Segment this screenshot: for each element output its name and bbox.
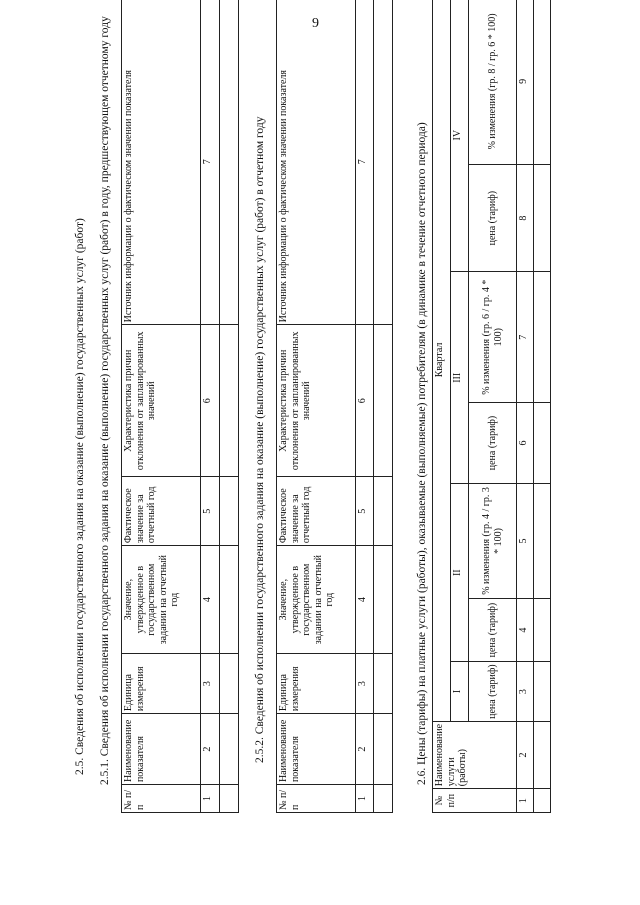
column-number: 4 [201, 546, 220, 654]
table-row [220, 0, 239, 813]
header-unit: Единица измерения [277, 654, 356, 714]
column-number: 2 [201, 714, 220, 785]
header-quarter-iv: IV [451, 0, 469, 272]
table-2-5-1 [121, 0, 239, 813]
header-quarter: Квартал [433, 0, 451, 721]
table-2-5-2 [276, 0, 393, 813]
column-number: 3 [517, 662, 534, 722]
section-2-5-2-title: 2.5.2. Сведения об исполнении государственного задания на оказание (выполнение) государственных услуг (работ) в отчетном году [254, 116, 266, 763]
header-num: № п/п [122, 785, 201, 813]
header-actual-value: Фактическое значение за отчетный год [277, 477, 356, 546]
header-service-name: Наименование услуги (работы) [433, 721, 517, 788]
header-num: № п/п [277, 785, 356, 813]
header-deviation-reason: Характеристика причин отклонения от запланированных значений [277, 325, 356, 477]
column-number: 1 [355, 785, 374, 813]
table-row [534, 0, 551, 813]
table-row [374, 0, 393, 813]
header-pct-ii: % изменения (гр. 4 / гр. 3 * 100) [469, 484, 517, 599]
header-quarter-iii: III [451, 272, 469, 484]
section-2-5-title: 2.5. Сведения об исполнении государственного задания на оказание (выполнение) государственных услуг (работ) [74, 218, 86, 775]
column-number: 5 [355, 477, 374, 546]
header-indicator: Наименование показателя [122, 714, 201, 785]
column-number: 6 [201, 325, 220, 477]
table-2-6 [432, 0, 551, 813]
page-number: 9 [312, 16, 319, 31]
header-actual-value: Фактическое значение за отчетный год [122, 477, 201, 546]
header-price-ii: цена (тариф) [469, 598, 517, 661]
column-number: 2 [517, 721, 534, 788]
header-quarter-i: I [451, 662, 469, 722]
column-number: 6 [517, 402, 534, 483]
column-number: 1 [201, 785, 220, 813]
header-pct-iii: % изменения (гр. 6 / гр. 4 * 100) [469, 272, 517, 402]
header-unit: Единица измерения [122, 654, 201, 714]
column-number: 7 [355, 0, 374, 325]
column-number: 4 [355, 546, 374, 654]
header-info-source: Источник информации о фактическом значении показателя [122, 0, 201, 325]
column-number: 8 [517, 164, 534, 272]
header-indicator: Наименование показателя [277, 714, 356, 785]
column-number: 7 [201, 0, 220, 325]
section-2-5-1-title: 2.5.1. Сведения об исполнении государственного задания на оказание (выполнение) государственных услуг (работ) в году, предшествующем отчетному году [99, 16, 111, 785]
column-number: 9 [517, 0, 534, 164]
header-price-iv: цена (тариф) [469, 164, 517, 272]
column-number: 5 [517, 484, 534, 599]
header-num: № п/п [433, 789, 517, 813]
header-price-iii: цена (тариф) [469, 402, 517, 483]
column-number: 4 [517, 598, 534, 661]
column-number: 2 [355, 714, 374, 785]
column-number: 6 [355, 325, 374, 477]
column-number: 5 [201, 477, 220, 546]
header-deviation-reason: Характеристика причин отклонения от запланированных значений [122, 325, 201, 477]
column-number: 3 [201, 654, 220, 714]
section-2-6-title: 2.6. Цены (тарифы) на платные услуги (работы), оказываемые (выполняемые) потребителям (в динамике в течение отчетного периода) [416, 122, 428, 785]
column-number: 1 [517, 789, 534, 813]
header-approved-value: Значение, утвержденное в государственном задании на отчетный год [122, 546, 201, 654]
header-info-source: Источник информации о фактическом значении показателя [277, 0, 356, 325]
header-quarter-ii: II [451, 484, 469, 662]
column-number: 3 [355, 654, 374, 714]
header-approved-value: Значение, утвержденное в государственном задании на отчетный год [277, 546, 356, 654]
column-number: 7 [517, 272, 534, 402]
header-price-i: цена (тариф) [469, 662, 517, 722]
header-pct-iv: % изменения (гр. 8 / гр. 6 * 100) [469, 0, 517, 164]
